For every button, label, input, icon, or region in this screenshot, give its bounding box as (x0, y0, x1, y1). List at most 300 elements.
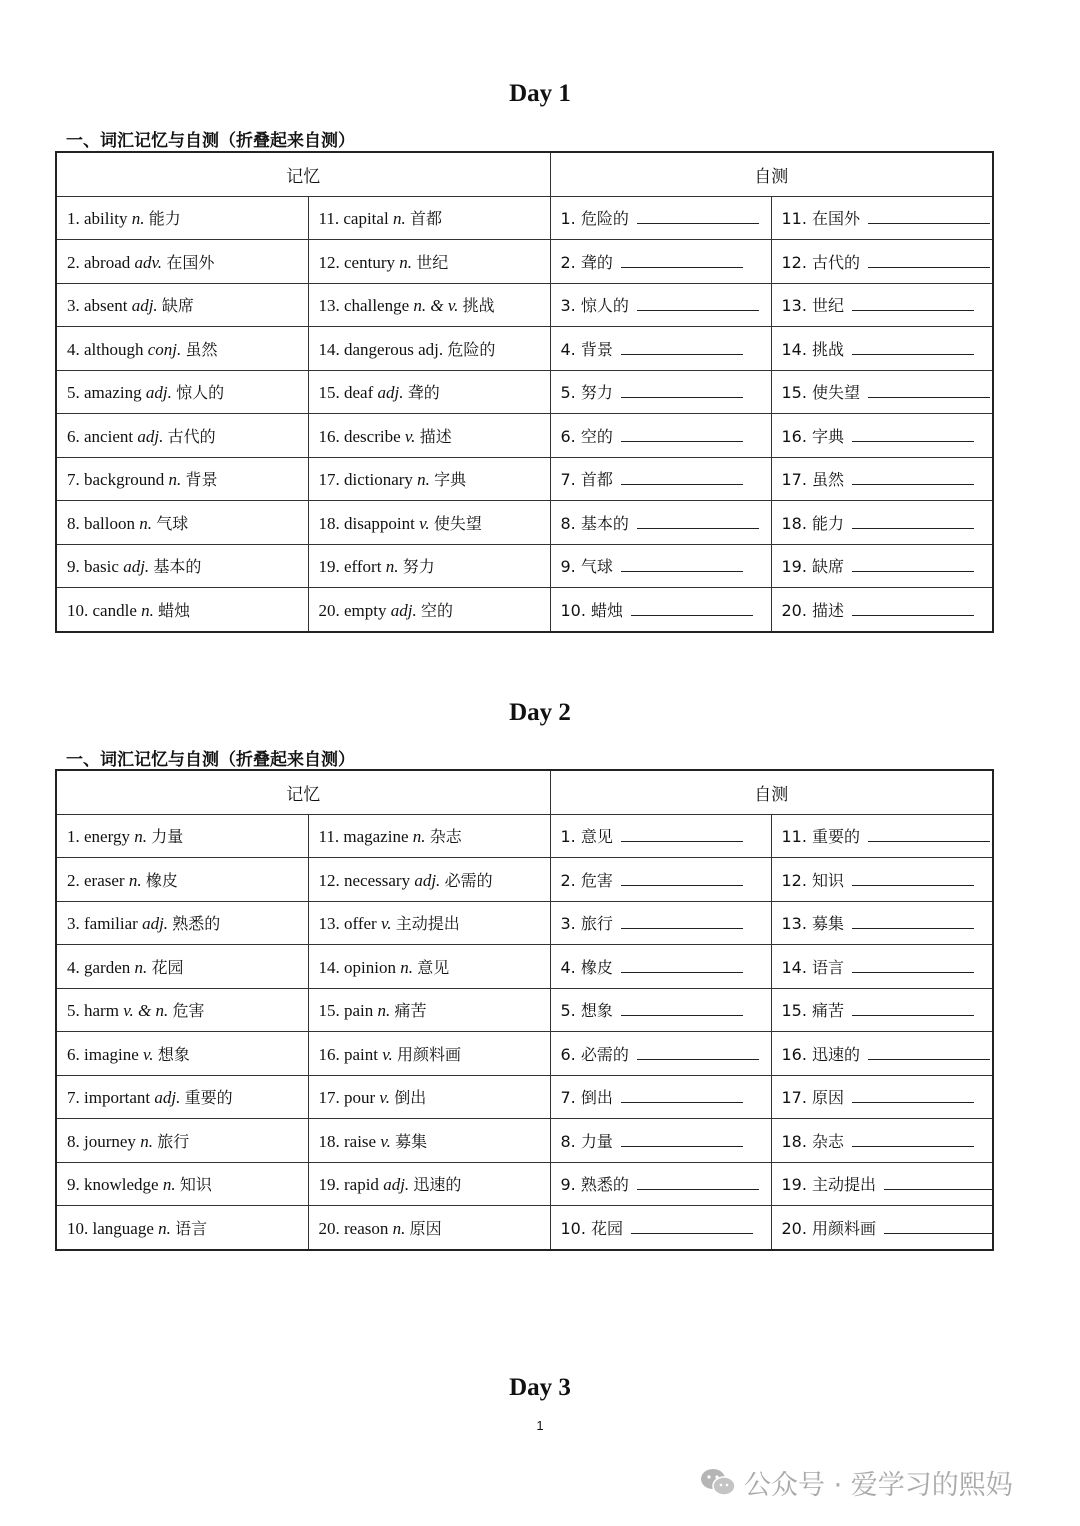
chinese-meaning: 缺席 (161, 296, 194, 316)
part-of-speech: v. (419, 513, 430, 533)
part-of-speech: adj. (414, 870, 441, 890)
answer-blank[interactable] (852, 1001, 974, 1016)
self-test-cell (550, 988, 771, 1032)
self-test-cell (550, 544, 771, 588)
test-prompt: 20. 描述 (781, 600, 845, 620)
memory-cell (56, 814, 308, 858)
part-of-speech: n. (377, 1001, 391, 1021)
self-test-cell (550, 588, 771, 632)
part-of-speech: adj. (131, 296, 158, 316)
answer-blank[interactable] (852, 958, 974, 973)
test-prompt: 15. 使失望 (781, 383, 861, 403)
table-row (56, 814, 993, 858)
answer-blank[interactable] (852, 914, 974, 929)
answer-blank[interactable] (637, 514, 759, 529)
part-of-speech: adj. (137, 426, 164, 446)
test-prompt: 19. 主动提出 (781, 1175, 877, 1195)
chinese-meaning: 危害 (172, 1001, 205, 1021)
test-prompt: 8. 基本的 (560, 513, 629, 533)
vocab-word: 13. challenge (318, 296, 410, 316)
chinese-meaning: 能力 (148, 209, 181, 229)
vocab-word: 14. opinion (318, 957, 396, 977)
answer-blank[interactable] (852, 340, 974, 355)
answer-blank[interactable] (621, 871, 743, 886)
self-test-cell (771, 1032, 993, 1076)
chinese-meaning: 迅速的 (413, 1175, 462, 1195)
self-test-cell (771, 1162, 993, 1206)
self-test-cell (771, 457, 993, 501)
self-test-cell (771, 414, 993, 458)
chinese-meaning: 想象 (157, 1044, 190, 1064)
self-test-cell (771, 588, 993, 632)
day1-title: Day 1 (509, 80, 571, 107)
test-prompt: 11. 重要的 (781, 827, 861, 847)
chinese-meaning: 杂志 (429, 827, 462, 847)
test-prompt: 7. 首都 (560, 470, 613, 490)
memory-column-header: 记忆 (56, 770, 550, 814)
test-prompt: 16. 字典 (781, 426, 845, 446)
chinese-meaning: 惊人的 (176, 383, 225, 403)
answer-blank[interactable] (852, 1088, 974, 1103)
table-row (56, 901, 993, 945)
answer-blank[interactable] (868, 827, 990, 842)
part-of-speech: adj. (383, 1175, 410, 1195)
test-prompt: 14. 挑战 (781, 339, 845, 359)
day1-table-body (56, 196, 993, 632)
vocab-word: 1. ability (67, 209, 128, 229)
answer-blank[interactable] (631, 1219, 753, 1234)
self-test-cell (771, 901, 993, 945)
chinese-meaning: 蜡烛 (158, 600, 191, 620)
chinese-meaning: 橡皮 (145, 870, 178, 890)
part-of-speech: n. (168, 470, 182, 490)
test-prompt: 3. 旅行 (560, 914, 613, 934)
test-prompt: 8. 力量 (560, 1131, 613, 1151)
table-row (56, 1032, 993, 1076)
chinese-meaning: 痛苦 (394, 1001, 427, 1021)
day1-vocab-table (55, 151, 994, 633)
self-test-cell (550, 457, 771, 501)
self-test-cell (771, 196, 993, 240)
day2-section-heading: 一、词汇记忆与自测（折叠起来自测） (66, 750, 355, 770)
self-test-cell (550, 196, 771, 240)
part-of-speech: n. (385, 557, 399, 577)
answer-blank[interactable] (621, 958, 743, 973)
chinese-meaning: 熟悉的 (172, 914, 221, 934)
self-test-cell (771, 327, 993, 371)
vocab-word: 3. familiar (67, 914, 138, 934)
part-of-speech: n. (392, 209, 406, 229)
part-of-speech: n. (134, 827, 147, 847)
memory-cell (56, 945, 308, 989)
vocab-word: 9. basic (67, 557, 119, 577)
vocab-word: 17. pour (318, 1088, 376, 1108)
test-prompt: 20. 用颜料画 (781, 1218, 877, 1238)
vocab-word: 15. pain (318, 1001, 374, 1021)
self-test-cell (550, 1162, 771, 1206)
memory-cell (308, 544, 550, 588)
vocab-word: 10. language (67, 1218, 154, 1238)
answer-blank[interactable] (621, 557, 743, 572)
table-row (56, 240, 993, 284)
chinese-meaning: 旅行 (157, 1131, 190, 1151)
self-test-column-header: 自测 (550, 770, 993, 814)
vocab-word: 12. necessary (318, 870, 411, 890)
part-of-speech: v. & n. (123, 1001, 169, 1021)
self-test-cell (550, 945, 771, 989)
part-of-speech: n. (134, 957, 148, 977)
part-of-speech: v. (380, 1131, 391, 1151)
test-prompt: 9. 气球 (560, 557, 613, 577)
vocab-word: 15. deaf (318, 383, 374, 403)
table-row (56, 196, 993, 240)
answer-blank[interactable] (852, 296, 974, 311)
chinese-meaning: 花园 (151, 957, 184, 977)
test-prompt: 1. 意见 (560, 827, 613, 847)
part-of-speech: adj. (145, 383, 172, 403)
memory-cell (56, 240, 308, 284)
test-prompt: 16. 迅速的 (781, 1044, 861, 1064)
test-prompt: 2. 聋的 (560, 252, 613, 272)
chinese-meaning: 空的 (420, 600, 453, 620)
test-prompt: 13. 募集 (781, 914, 845, 934)
self-test-cell (550, 501, 771, 545)
answer-blank[interactable] (852, 1132, 974, 1147)
part-of-speech: n. (417, 470, 430, 490)
chinese-meaning: 世纪 (416, 252, 449, 272)
chinese-meaning: 用颜料画 (397, 1044, 462, 1064)
self-test-cell (771, 1206, 993, 1250)
test-prompt: 4. 背景 (560, 339, 613, 359)
vocab-word: 3. absent (67, 296, 128, 316)
vocab-word: 6. imagine (67, 1044, 139, 1064)
test-prompt: 12. 古代的 (781, 252, 861, 272)
part-of-speech: n. (131, 209, 145, 229)
answer-blank[interactable] (852, 514, 974, 529)
memory-cell (56, 858, 308, 902)
memory-cell (308, 327, 550, 371)
vocab-word: 12. century (318, 252, 395, 272)
part-of-speech: n. (139, 513, 152, 533)
self-test-cell (771, 858, 993, 902)
part-of-speech: n. (412, 827, 426, 847)
answer-blank[interactable] (621, 1132, 743, 1147)
answer-blank[interactable] (621, 914, 743, 929)
day1-section-heading: 一、词汇记忆与自测（折叠起来自测） (66, 131, 355, 151)
day3-title: Day 3 (509, 1374, 571, 1401)
answer-blank[interactable] (852, 601, 974, 616)
chinese-meaning: 语言 (175, 1218, 208, 1238)
answer-blank[interactable] (884, 1219, 993, 1234)
self-test-cell (771, 501, 993, 545)
test-prompt: 4. 橡皮 (560, 957, 613, 977)
watermark-text: 公众号 · 爱学习的熙妈 (744, 1469, 1013, 1501)
table-row (56, 1075, 993, 1119)
memory-cell (56, 1162, 308, 1206)
chinese-meaning: 气球 (156, 513, 189, 533)
memory-cell (308, 945, 550, 989)
vocab-word: 9. knowledge (67, 1175, 159, 1195)
chinese-meaning: 必需的 (444, 870, 493, 890)
part-of-speech: v. (382, 1044, 393, 1064)
answer-blank[interactable] (621, 827, 743, 842)
test-prompt: 2. 危害 (560, 870, 613, 890)
test-prompt: 15. 痛苦 (781, 1001, 845, 1021)
part-of-speech: conj. (147, 339, 182, 359)
vocab-word: 11. capital (318, 209, 389, 229)
part-of-speech: n. (399, 252, 412, 272)
answer-blank[interactable] (621, 1001, 743, 1016)
test-prompt: 1. 危险的 (560, 209, 629, 229)
watermark (700, 1460, 1013, 1504)
memory-cell (308, 196, 550, 240)
vocab-word: 7. background (67, 470, 165, 490)
chinese-meaning: 背景 (185, 470, 218, 490)
chinese-meaning: 募集 (395, 1131, 428, 1151)
vocab-word: 20. reason (318, 1218, 389, 1238)
part-of-speech: n. (162, 1175, 176, 1195)
chinese-meaning: 重要的 (184, 1088, 233, 1108)
part-of-speech: v. (380, 914, 392, 934)
self-test-cell (550, 1032, 771, 1076)
vocab-word: 8. journey (67, 1131, 136, 1151)
answer-blank[interactable] (637, 1175, 759, 1190)
vocab-word: 16. paint (318, 1044, 378, 1064)
table-row (56, 457, 993, 501)
test-prompt: 17. 原因 (781, 1088, 845, 1108)
vocab-word: 4. garden (67, 957, 131, 977)
self-test-cell (771, 240, 993, 284)
memory-cell (56, 196, 308, 240)
self-test-cell (550, 414, 771, 458)
memory-cell (56, 1119, 308, 1163)
chinese-meaning: 描述 (419, 426, 452, 446)
part-of-speech: n. (400, 957, 413, 977)
vocab-word: 8. balloon (67, 513, 135, 533)
chinese-meaning: 在国外 (166, 252, 215, 272)
part-of-speech: n. & v. (413, 296, 459, 316)
chinese-meaning: 努力 (402, 557, 435, 577)
table-row (56, 1206, 993, 1250)
self-test-cell (771, 544, 993, 588)
self-test-cell (771, 370, 993, 414)
answer-blank[interactable] (868, 383, 990, 398)
test-prompt: 5. 努力 (560, 383, 613, 403)
table-row (56, 588, 993, 632)
chinese-meaning: 力量 (151, 827, 184, 847)
memory-cell (308, 901, 550, 945)
test-prompt: 11. 在国外 (781, 209, 861, 229)
memory-cell (308, 283, 550, 327)
test-prompt: 6. 空的 (560, 426, 613, 446)
vocab-word: 16. describe (318, 426, 401, 446)
vocab-word: 2. eraser (67, 870, 125, 890)
part-of-speech: v. (143, 1044, 154, 1064)
vocab-word: 5. amazing (67, 383, 142, 403)
test-prompt: 10. 蜡烛 (560, 600, 624, 620)
page-number: 1 (536, 1418, 544, 1433)
part-of-speech: adv. (134, 252, 163, 272)
self-test-cell (550, 327, 771, 371)
answer-blank[interactable] (852, 427, 974, 442)
table-row (56, 1119, 993, 1163)
chinese-meaning: 古代的 (167, 426, 216, 446)
self-test-cell (771, 1075, 993, 1119)
answer-blank[interactable] (621, 470, 743, 485)
part-of-speech: adj. (377, 383, 404, 403)
part-of-speech: n. (392, 1218, 406, 1238)
memory-cell (56, 501, 308, 545)
memory-cell (56, 283, 308, 327)
memory-cell (308, 370, 550, 414)
answer-blank[interactable] (621, 340, 743, 355)
memory-cell (56, 1075, 308, 1119)
chinese-meaning: 倒出 (394, 1088, 427, 1108)
answer-blank[interactable] (852, 871, 974, 886)
vocab-word: 1. energy (67, 827, 130, 847)
answer-blank[interactable] (621, 1088, 743, 1103)
memory-cell (56, 1206, 308, 1250)
answer-blank[interactable] (852, 557, 974, 572)
day2-vocab-table (55, 769, 994, 1251)
memory-cell (56, 588, 308, 632)
part-of-speech: n. (128, 870, 142, 890)
self-test-cell (771, 1119, 993, 1163)
chinese-meaning: 字典 (434, 470, 467, 490)
memory-cell (56, 1032, 308, 1076)
self-test-cell (550, 240, 771, 284)
memory-cell (308, 588, 550, 632)
table-row (56, 414, 993, 458)
memory-cell (308, 501, 550, 545)
day2-table-body (56, 814, 993, 1250)
vocab-word: 18. disappoint (318, 513, 415, 533)
vocab-word: 2. abroad (67, 252, 131, 272)
self-test-cell (550, 370, 771, 414)
self-test-cell (550, 1206, 771, 1250)
answer-blank[interactable] (621, 253, 743, 268)
table-row (56, 945, 993, 989)
self-test-cell (771, 988, 993, 1032)
memory-cell (308, 1162, 550, 1206)
memory-cell (308, 457, 550, 501)
self-test-cell (771, 283, 993, 327)
self-test-cell (550, 858, 771, 902)
chinese-meaning: 主动提出 (395, 914, 460, 934)
chinese-meaning: 知识 (179, 1175, 212, 1195)
vocab-word: 6. ancient (67, 426, 134, 446)
table-row (56, 370, 993, 414)
answer-blank[interactable] (621, 383, 743, 398)
memory-cell (308, 414, 550, 458)
part-of-speech: n. (140, 1131, 153, 1151)
part-of-speech: adj. (154, 1088, 181, 1108)
test-prompt: 9. 熟悉的 (560, 1175, 629, 1195)
test-prompt: 12. 知识 (781, 870, 845, 890)
day2-title: Day 2 (509, 699, 571, 726)
memory-cell (308, 1032, 550, 1076)
answer-blank[interactable] (884, 1175, 993, 1190)
chinese-meaning: 原因 (409, 1218, 442, 1238)
vocab-word: 19. rapid (318, 1175, 379, 1195)
table-row (56, 858, 993, 902)
memory-cell (308, 240, 550, 284)
self-test-cell (550, 1075, 771, 1119)
table-row (56, 1162, 993, 1206)
chinese-meaning: 首都 (409, 209, 442, 229)
test-prompt: 19. 缺席 (781, 557, 845, 577)
memory-cell (56, 327, 308, 371)
memory-cell (56, 901, 308, 945)
answer-blank[interactable] (631, 601, 753, 616)
vocab-word: 5. harm (67, 1001, 119, 1021)
part-of-speech: adj. (390, 600, 417, 620)
vocab-word: 10. candle (67, 600, 137, 620)
test-prompt: 7. 倒出 (560, 1088, 613, 1108)
test-prompt: 18. 能力 (781, 513, 845, 533)
test-prompt: 17. 虽然 (781, 470, 845, 490)
memory-cell (308, 814, 550, 858)
answer-blank[interactable] (637, 209, 759, 224)
memory-column-header: 记忆 (56, 152, 550, 196)
wechat-icon (700, 1467, 736, 1497)
answer-blank[interactable] (852, 470, 974, 485)
part-of-speech: n. (158, 1218, 171, 1238)
test-prompt: 6. 必需的 (560, 1044, 629, 1064)
self-test-column-header: 自测 (550, 152, 993, 196)
memory-cell (308, 1075, 550, 1119)
vocab-word: 11. magazine (318, 827, 409, 847)
chinese-meaning: 使失望 (433, 513, 482, 533)
vocab-word: 14. dangerous adj. (318, 339, 444, 359)
self-test-cell (550, 901, 771, 945)
vocab-word: 4. although (67, 339, 144, 359)
answer-blank[interactable] (621, 427, 743, 442)
part-of-speech: v. (379, 1088, 390, 1108)
memory-cell (56, 988, 308, 1032)
vocab-word: 20. empty (318, 600, 387, 620)
memory-cell (56, 370, 308, 414)
answer-blank[interactable] (868, 1045, 990, 1060)
vocab-word: 19. effort (318, 557, 382, 577)
vocab-word: 18. raise (318, 1131, 377, 1151)
test-prompt: 10. 花园 (560, 1218, 624, 1238)
test-prompt: 13. 世纪 (781, 296, 845, 316)
test-prompt: 5. 想象 (560, 1001, 613, 1021)
test-prompt: 3. 惊人的 (560, 296, 629, 316)
memory-cell (308, 1206, 550, 1250)
vocab-word: 7. important (67, 1088, 151, 1108)
part-of-speech: adj. (123, 557, 150, 577)
answer-blank[interactable] (868, 253, 990, 268)
vocab-word: 13. offer (318, 914, 377, 934)
memory-cell (56, 414, 308, 458)
chinese-meaning: 聋的 (407, 383, 440, 403)
test-prompt: 18. 杂志 (781, 1131, 845, 1151)
part-of-speech: n. (141, 600, 154, 620)
answer-blank[interactable] (868, 209, 990, 224)
chinese-meaning: 虽然 (185, 339, 218, 359)
memory-cell (308, 858, 550, 902)
self-test-cell (550, 1119, 771, 1163)
memory-cell (56, 544, 308, 588)
answer-blank[interactable] (637, 296, 759, 311)
chinese-meaning: 危险的 (447, 339, 496, 359)
chinese-meaning: 基本的 (153, 557, 202, 577)
table-row (56, 988, 993, 1032)
table-row (56, 283, 993, 327)
answer-blank[interactable] (637, 1045, 759, 1060)
